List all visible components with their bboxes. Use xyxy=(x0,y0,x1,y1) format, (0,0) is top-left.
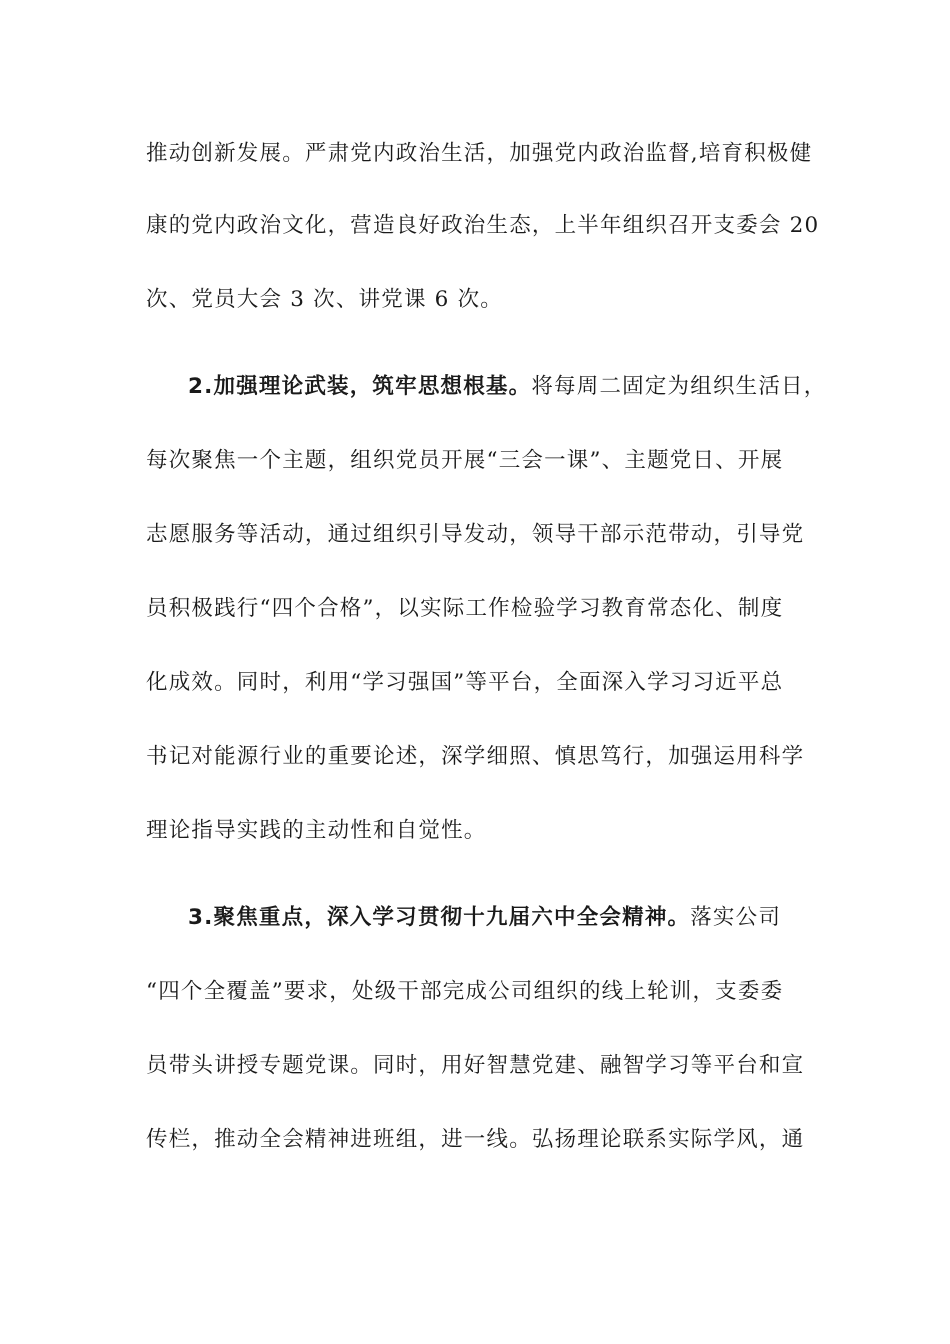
paragraph-3-first-rest: 落实公司 xyxy=(690,905,782,930)
paragraph-2-line-6: 书记对能源行业的重要论述，深学细照、慎思笃行，加强运用科学 xyxy=(146,744,805,769)
paragraph-2-line-5: 化成效。同时，利用“学习强国”等平台，全面深入学习习近平总 xyxy=(146,670,784,695)
paragraph-2-first-line xyxy=(188,373,827,401)
paragraph-1-line-1: 推动创新发展。严肃党内政治生活，加强党内政治监督,培育积极健 xyxy=(146,141,813,166)
paragraph-3-line-4: 传栏，推动全会精神进班组，进一线。弘扬理论联系实际学风，通 xyxy=(146,1127,805,1152)
paragraph-3-heading: 3.聚焦重点，深入学习贯彻十九届六中全会精神。 xyxy=(188,905,691,930)
paragraph-2-heading: 2.加强理论武装，筑牢思想根基。 xyxy=(188,374,532,399)
paragraph-3-line-2: “四个全覆盖”要求，处级干部完成公司组织的线上轮训，支委委 xyxy=(146,979,784,1004)
paragraph-3-line-3: 员带头讲授专题党课。同时，用好智慧党建、融智学习等平台和宣 xyxy=(146,1053,805,1078)
paragraph-3-first-line xyxy=(188,904,808,932)
paragraph-1-line-3: 次、党员大会 3 次、讲党课 6 次。 xyxy=(146,287,503,312)
paragraph-2-line-3: 志愿服务等活动，通过组织引导发动，领导干部示范带动，引导党 xyxy=(146,522,805,547)
paragraph-2-line-2: 每次聚焦一个主题，组织党员开展“三会一课”、主题党日、开展 xyxy=(146,448,784,473)
paragraph-1-line-2: 康的党内政治文化，营造良好政治生态，上半年组织召开支委会 20 xyxy=(146,213,820,238)
paragraph-2-first-rest: 将每周二固定为组织生活日， xyxy=(531,374,827,399)
paragraph-2-line-4: 员积极践行“四个合格”，以实际工作检验学习教育常态化、制度 xyxy=(146,596,784,621)
paragraph-2-line-7: 理论指导实践的主动性和自觉性。 xyxy=(146,818,487,843)
